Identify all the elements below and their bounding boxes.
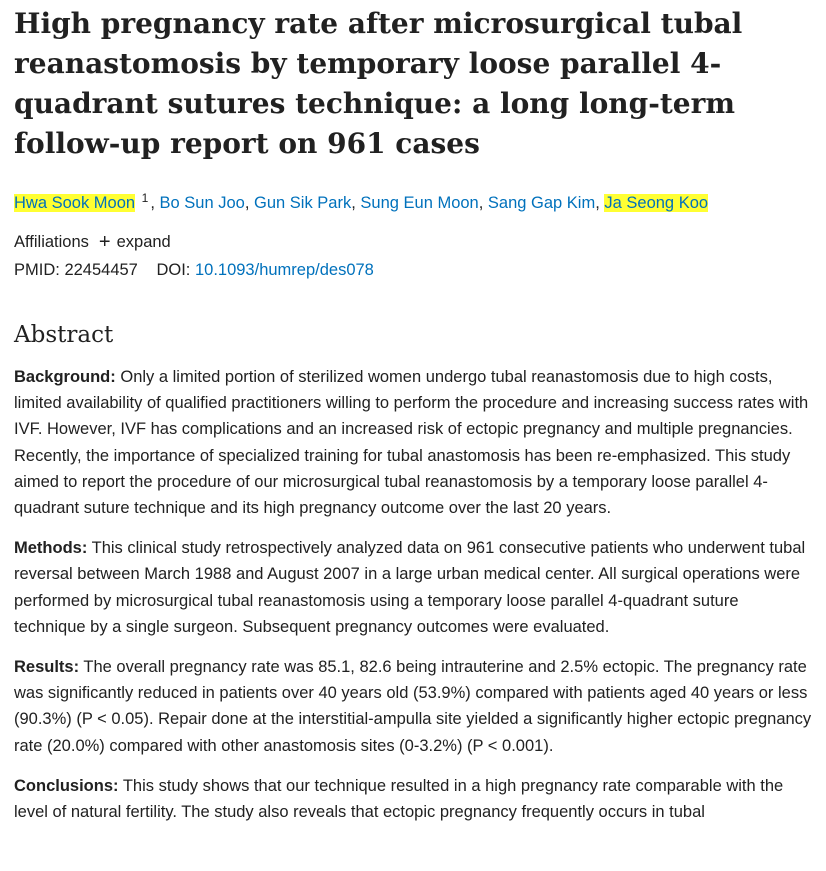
- section-text: The overall pregnancy rate was 85.1, 82.6 being intrauterine and 2.5% ectopic. The pregnancy rate was significantly reduced in patients over 40 years old (53.9%) compared with patients aged 40 years or less (90.3%) (P < 0.05). Repair done at the interstitial-ampulla site yielded a significantly higher ectopic pregnancy rate (20.0%) compared with other anastomosis sites (0-3.2%) (P < 0.001).: [14, 658, 812, 755]
- article-title: High pregnancy rate after microsurgical tubal reanastomosis by temporary loose parallel 4-quadrant sutures technique: a long long-term follow-up report on 961 cases: [14, 7, 743, 160]
- section-label: Conclusions:: [14, 776, 119, 795]
- affiliation-number[interactable]: 1: [141, 191, 149, 205]
- abstract-body: [14, 364, 812, 825]
- section-label: Background:: [14, 368, 116, 386]
- author-link[interactable]: Sung Eun Moon: [360, 194, 479, 212]
- author-link[interactable]: Hwa Sook Moon: [14, 194, 136, 212]
- section-label: Results:: [14, 658, 80, 677]
- author-link[interactable]: Bo Sun Joo: [159, 194, 245, 212]
- section-label: Methods:: [14, 539, 88, 558]
- author-link[interactable]: Ja Seong Koo: [604, 194, 709, 212]
- author-link[interactable]: Sang Gap Kim: [487, 194, 596, 212]
- abstract-heading: Abstract: [14, 322, 114, 348]
- section-text: This study shows that our technique resulted in a high pregnancy rate comparable with the level of natural fertility. The study also reveals that ectopic pregnancy frequently occurs in tubal: [14, 776, 784, 822]
- section-text: Only a limited portion of sterilized women undergo tubal reanastomosis due to high costs, limited availability of qualified practitioners willing to perform the procedure and increasing success rates with IVF. However, IVF has complications and an increased risk of ectopic pregnancy and multiple pregnancies. Recently, the importance of specialized training for tubal anastomosis has been re-emphasized. This study aimed to report the procedure of our microsurgical tubal reanastomosis by a temporary loose parallel 4-quadrant suture technique and its high pregnancy outcome over the last 20 years.: [14, 368, 809, 518]
- author-link[interactable]: Gun Sik Park: [254, 194, 352, 212]
- abstract-section-methods: [14, 535, 812, 640]
- plus-icon: +: [98, 231, 111, 253]
- affiliations-row: [14, 230, 812, 254]
- expand-affiliations-button[interactable]: [99, 230, 171, 254]
- section-text: This clinical study retrospectively analyzed data on 961 consecutive patients who underwent tubal reversal between March 1988 and August 2007 in a large urban medical center. All surgical operations were performed by microsurgical tubal reanastomosis using a temporary loose parallel 4-quadrant suture technique by a single surgeon. Subsequent pregnancy outcomes were evaluated.: [14, 539, 806, 636]
- abstract-section-background: [14, 364, 812, 521]
- pmid-label: PMID:: [14, 261, 60, 279]
- abstract-section-conclusions: [14, 773, 812, 825]
- pmid-value: 22454457: [64, 261, 138, 279]
- affiliations-label: Affiliations: [14, 233, 89, 251]
- expand-label: expand: [116, 233, 171, 251]
- author-list: Hwa Sook Moon $^1$ , Bo Sun Joo, Gun Sik Park, Sung Eun Moon, Sang Gap Kim, Ja Seong Koo: [14, 191, 709, 212]
- abstract-section-results: [14, 654, 812, 759]
- identifiers: [14, 258, 812, 282]
- doi-label: DOI:: [156, 261, 191, 279]
- doi-link[interactable]: 10.1093/humrep/des078: [194, 261, 374, 279]
